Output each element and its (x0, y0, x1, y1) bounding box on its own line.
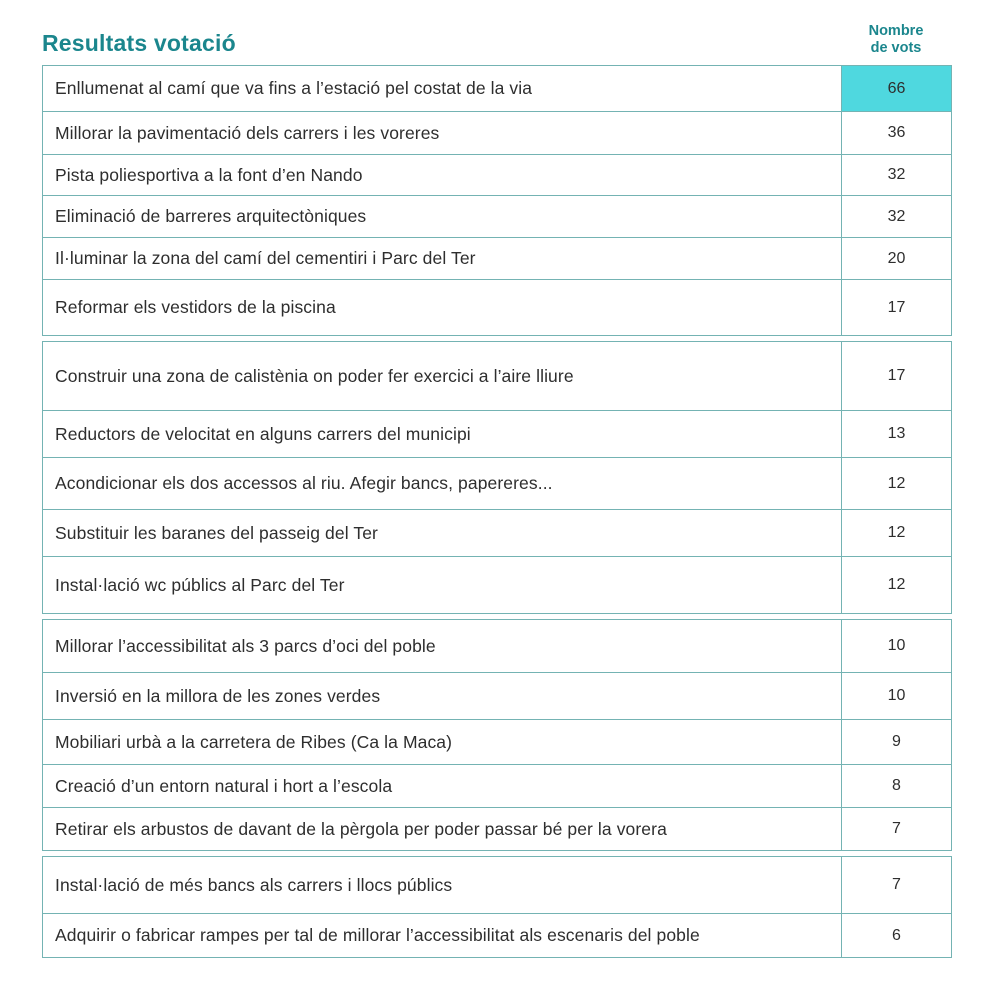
table-row (43, 154, 951, 195)
row-label: Substituir les baranes del passeig del Ter (55, 522, 378, 543)
row-label: Mobiliari urbà a la carretera de Ribes (Ca la Maca) (55, 731, 453, 752)
row-votes: 10 (841, 620, 951, 672)
row-label: Pista poliesportiva a la font d’en Nando (55, 164, 363, 185)
table-row (43, 195, 951, 237)
table-row (43, 620, 951, 672)
table-row (43, 111, 951, 154)
row-votes: 9 (841, 720, 951, 764)
row-votes: 36 (841, 112, 951, 154)
votes-header-line2: de vots (870, 39, 922, 56)
table-row (43, 410, 951, 457)
table-row (43, 457, 951, 509)
table-row (43, 807, 951, 850)
table-group (42, 341, 952, 614)
row-votes: 12 (841, 458, 951, 509)
row-votes: 12 (841, 557, 951, 613)
row-votes: 7 (841, 808, 951, 850)
table-row (43, 719, 951, 764)
table-row (43, 237, 951, 279)
row-votes: 8 (841, 765, 951, 807)
table-row (43, 857, 951, 913)
table-row (43, 556, 951, 613)
row-label: Creació d’un entorn natural i hort a l’escola (55, 775, 393, 796)
row-votes: 17 (841, 342, 951, 410)
row-votes: 32 (841, 155, 951, 195)
table-row (43, 913, 951, 957)
row-label: Acondicionar els dos accessos al riu. Afegir bancs, papereres... (55, 473, 553, 493)
row-label: Reductors de velocitat en alguns carrers del municipi (55, 423, 471, 444)
row-label: Il·luminar la zona del camí del cementiri i Parc del Ter (55, 248, 476, 268)
row-votes: 7 (841, 857, 951, 913)
votes-header-line1: Nombre (868, 23, 924, 39)
row-votes: 32 (841, 196, 951, 237)
row-label: Construir una zona de calistènia on poder fer exercici a l’aire lliure (55, 365, 574, 386)
row-label: Inversió en la millora de les zones verdes (55, 685, 381, 706)
row-votes: 10 (841, 673, 951, 719)
row-label: Reformar els vestidors de la piscina (55, 297, 336, 317)
header (42, 20, 952, 57)
row-label: Retirar els arbustos de davant de la pèrgola per poder passar bé per la vorera (55, 818, 667, 839)
table-row (43, 279, 951, 335)
row-label: Instal·lació de més bancs als carrers i llocs públics (55, 874, 453, 895)
row-label: Enllumenat al camí que va fins a l’estació pel costat de la via (55, 78, 533, 98)
votes-column-header (840, 20, 952, 56)
row-votes: 17 (841, 280, 951, 335)
table-row (43, 764, 951, 807)
row-votes: 12 (841, 510, 951, 556)
row-label: Millorar la pavimentació dels carrers i les voreres (55, 122, 440, 143)
row-label: Adquirir o fabricar rampes per tal de millorar l’accessibilitat als escenaris del poble (55, 925, 700, 945)
row-votes: 20 (841, 238, 951, 279)
row-votes: 6 (841, 914, 951, 957)
table-row (43, 672, 951, 719)
table-row (43, 66, 951, 111)
table-row (43, 342, 951, 410)
row-label: Eliminació de barreres arquitectòniques (55, 206, 367, 226)
row-votes: 13 (841, 411, 951, 457)
table-group (42, 856, 952, 958)
table-row (43, 509, 951, 556)
table-group (42, 619, 952, 851)
page-title: Resultats votació (42, 30, 236, 56)
row-votes-highlighted: 66 (841, 66, 951, 111)
table-group (42, 65, 952, 336)
row-label: Millorar l’accessibilitat als 3 parcs d’oci del poble (55, 635, 436, 656)
row-label: Instal·lació wc públics al Parc del Ter (55, 574, 345, 595)
votes-table (42, 65, 952, 958)
